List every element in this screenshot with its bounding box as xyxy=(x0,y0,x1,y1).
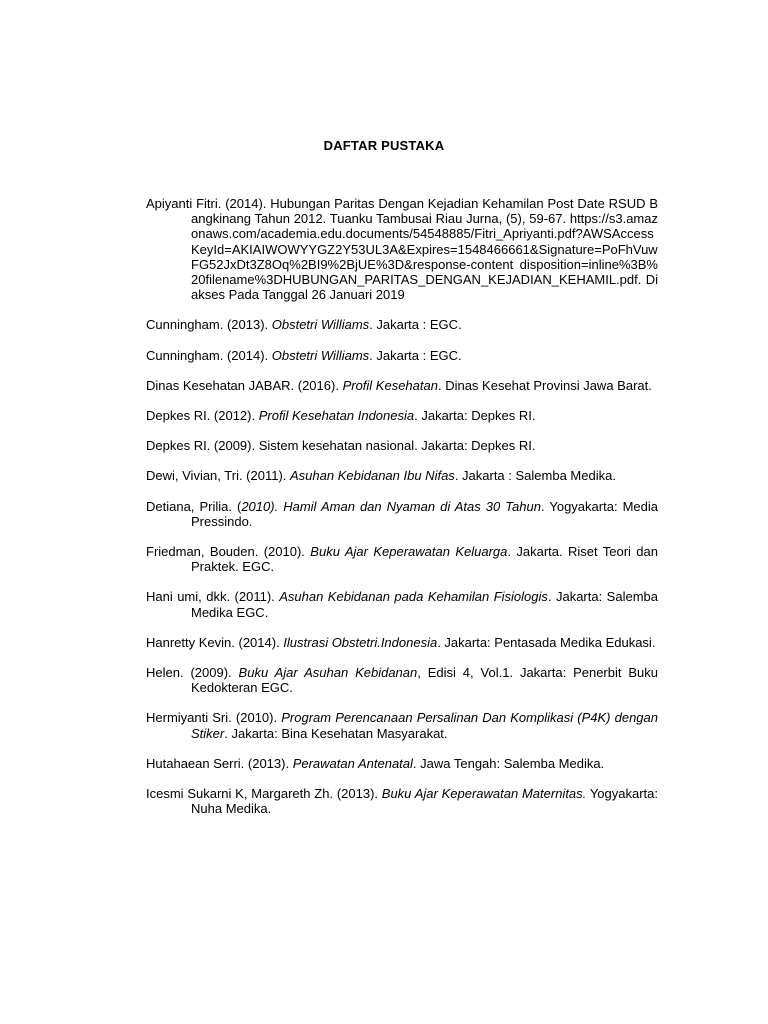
reference-text: . Jakarta: Bina Kesehatan Masyarakat. xyxy=(224,725,448,741)
page-title: DAFTAR PUSTAKA xyxy=(323,138,445,153)
reference-text: Helen. (2009). xyxy=(146,665,239,681)
reference-title: Buku Ajar Keperawatan Keluarga xyxy=(310,544,508,560)
reference-title: Buku Ajar Keperawatan Maternitas. xyxy=(381,786,587,802)
reference-text: Dewi, Vivian, Tri. (2011). xyxy=(146,468,291,484)
reference-text: Apiyanti Fitri. (2014). Hubungan Paritas Dengan Kejadian Kehamilan Post Date RSUD Bangkinang Tahun 2012. Tuanku Tambusai Riau Jurna, (5), 59-67. https://s3.amazonaws.com/academia.edu.documents/54548885/Fitri_Apriyanti.pdf?AWSAccessKeyId=AKIAIWOWYYGZ2Y53UL3A&Expires=1548466661&Signature=PoFhVuwFG52JxDt3Z8Oq%2BI9%2BjUE%3D&response-content disposition=inline%3B%20filename%3DHUBUNGAN_PARITAS_DENGAN_KEJADIAN_KEHAMIL.pdf. Diakses Pada Tanggal 26 Januari 2019 xyxy=(146,196,658,303)
reference-text: Hanretty Kevin. (2014). xyxy=(146,634,284,650)
reference-text: Dinas Kesehatan JABAR. (2016). xyxy=(146,377,343,393)
reference-title: Obstetri Williams xyxy=(271,347,370,363)
reference-entry xyxy=(146,348,658,363)
reference-title: Asuhan Kebidanan pada Kehamilan Fisiologis xyxy=(279,589,548,605)
reference-entry xyxy=(146,635,658,650)
reference-text: Hani umi, dkk. (2011). xyxy=(146,589,280,605)
reference-text: Depkes RI. (2009). Sistem kesehatan nasional. Jakarta: Depkes RI. xyxy=(146,438,536,454)
reference-entry xyxy=(146,196,658,302)
reference-text: Cunningham. (2014). xyxy=(146,347,272,363)
reference-title: Obstetri Williams xyxy=(271,317,370,333)
reference-entry xyxy=(146,589,658,619)
reference-text: Hutahaean Serri. (2013). xyxy=(146,755,293,771)
reference-list xyxy=(146,196,658,831)
reference-title: 2010). Hamil Aman dan Nyaman di Atas 30 Tahun xyxy=(241,498,541,514)
reference-text: , Edisi 4, Vol.1. Jakarta: Penerbit Buku Kedokteran EGC. xyxy=(191,665,658,696)
reference-text: Hermiyanti Sri. (2010). xyxy=(146,710,282,726)
reference-title: Profil Kesehatan Indonesia xyxy=(258,408,415,424)
reference-text: . Jakarta : EGC. xyxy=(369,347,462,363)
reference-entry xyxy=(146,408,658,423)
reference-entry xyxy=(146,665,658,695)
reference-entry xyxy=(146,317,658,332)
reference-title: Perawatan Antenatal xyxy=(292,755,413,771)
reference-entry xyxy=(146,544,658,574)
reference-text: Yogyakarta: Nuha Medika. xyxy=(191,786,658,817)
reference-text: . Yogyakarta: Media Pressindo. xyxy=(191,498,658,529)
reference-title: Profil Kesehatan xyxy=(342,377,438,393)
reference-title: Buku Ajar Asuhan Kebidanan xyxy=(238,665,418,681)
reference-entry xyxy=(146,438,658,453)
reference-text: Icesmi Sukarni K, Margareth Zh. (2013). xyxy=(146,786,382,802)
reference-text: . Jawa Tengah: Salemba Medika. xyxy=(412,755,605,771)
reference-text: . Jakarta. Riset Teori dan Praktek. EGC. xyxy=(191,544,658,575)
reference-text: . Jakarta: Salemba Medika EGC. xyxy=(191,589,658,620)
reference-text: Cunningham. (2013). xyxy=(146,317,272,333)
reference-entry xyxy=(146,499,658,529)
reference-title: Program Perencanaan Persalinan Dan Komplikasi (P4K) dengan Stiker xyxy=(191,710,658,741)
reference-title: Ilustrasi Obstetri.Indonesia xyxy=(283,634,438,650)
reference-title: Asuhan Kebidanan Ibu Nifas xyxy=(290,468,455,484)
reference-entry xyxy=(146,468,658,483)
reference-entry xyxy=(146,378,658,393)
reference-text: . Jakarta: Pentasada Medika Edukasi. xyxy=(437,634,656,650)
reference-entry xyxy=(146,710,658,740)
reference-text: Friedman, Bouden. (2010). xyxy=(146,544,311,560)
reference-text: Depkes RI. (2012). xyxy=(146,408,259,424)
reference-text: . Jakarta : EGC. xyxy=(369,317,462,333)
reference-text: Detiana, Prilia. ( xyxy=(146,498,242,514)
reference-entry xyxy=(146,756,658,771)
reference-text: . Jakarta: Depkes RI. xyxy=(414,408,536,424)
reference-text: . Jakarta : Salemba Medika. xyxy=(454,468,616,484)
reference-entry xyxy=(146,786,658,816)
reference-text: . Dinas Kesehat Provinsi Jawa Barat. xyxy=(437,377,652,393)
